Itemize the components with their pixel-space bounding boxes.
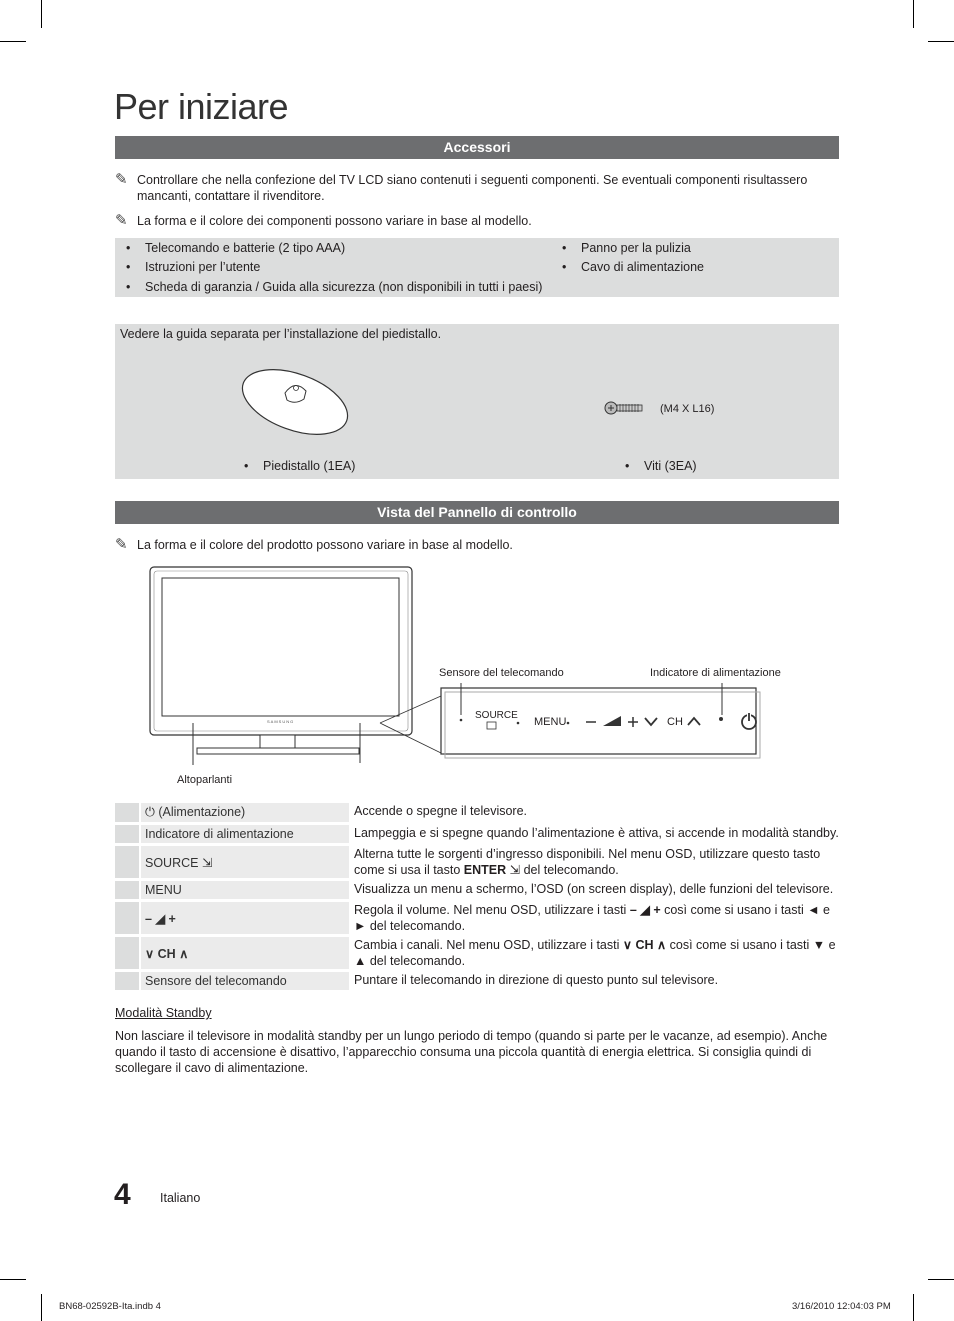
table-row — [115, 972, 839, 990]
accessory-item: • Cavo di alimentazione — [581, 260, 704, 274]
section-heading-panel: Vista del Pannello di controllo — [115, 501, 839, 524]
stand-intro: Vedere la guida separata per l’installazione del piedistallo. — [120, 327, 442, 341]
enter-icon: ⇲ — [509, 863, 521, 877]
section-heading-accessori: Accessori — [115, 136, 839, 159]
accessory-item: • Telecomando e batterie (2 tipo AAA) — [145, 241, 345, 255]
control-desc: Cambia i canali. Nel menu OSD, utilizzare i tasti ∨ CH ∧ così come si usano i tasti ▼ e ▲ del telecomando. — [354, 938, 836, 968]
callout-sensor: Sensore del telecomando — [439, 667, 564, 679]
note-text: La forma e il colore del prodotto possono variare in base al modello. — [137, 538, 513, 552]
source-input-icon: ⇲ — [201, 855, 213, 870]
control-desc: Lampeggia e si spegne quando l’alimentazione è attiva, si accende in modalità standby. — [354, 826, 839, 840]
table-row — [115, 881, 839, 899]
control-desc: Visualizza un menu a schermo, l’OSD (on screen display), delle funzioni del televisore. — [354, 882, 834, 896]
page-language: Italiano — [160, 1191, 201, 1205]
panel-source-button[interactable]: SOURCE — [475, 710, 518, 721]
controls-table — [115, 800, 839, 993]
stand-box — [115, 324, 839, 479]
stand-icon — [238, 365, 352, 435]
volume-icon: – ◢ + — [629, 903, 661, 917]
table-row — [115, 803, 839, 822]
note-pencil-icon: ✎ — [115, 536, 128, 553]
crop-mark — [928, 1279, 954, 1280]
control-label: CH — [157, 946, 176, 961]
note-contents — [115, 172, 817, 204]
control-label: MENU — [139, 881, 349, 899]
callout-speakers: Altoparlanti — [177, 774, 233, 786]
footer-date: 3/16/2010 12:04:03 PM — [792, 1301, 891, 1312]
page-title: Per iniziare — [114, 86, 289, 127]
crop-mark — [41, 1294, 42, 1321]
chevron-down-icon: ∨ — [145, 946, 155, 961]
panel-menu-button[interactable]: MENU — [534, 716, 567, 728]
footer-filename: BN68-02592B-Ita.indb 4 — [59, 1301, 161, 1312]
control-desc: Accende o spegne il televisore. — [354, 804, 528, 818]
standby-text: Non lasciare il televisore in modalità standby per un lungo periodo di tempo (quando si parte per le vacanze, ad esempio). Anche quando il tasto di accensione è disattivo, l’apparecchio consuma una piccola quantità di energia elettrica. Si consiglia quindi di scollegare il cavo di alimentazione. — [115, 1029, 828, 1075]
standby-heading: Modalità Standby — [115, 1006, 212, 1020]
crop-mark — [928, 41, 954, 42]
control-desc: Puntare il telecomando in direzione di questo punto sul televisore. — [354, 973, 719, 987]
note-pencil-icon: ✎ — [115, 171, 128, 188]
control-label: Indicatore di alimentazione — [139, 825, 349, 843]
power-icon: ⏻ — [145, 805, 155, 819]
screw-label: • Viti (3EA) — [644, 459, 697, 473]
control-desc: Alterna tutte le sorgenti d’ingresso disponibili. Nel menu OSD, utilizzare questo tasto come si usa il tasto ENTER ⇲ del telecomando. — [354, 847, 821, 877]
crop-mark — [41, 0, 42, 28]
volume-control-label: – ◢ + — [139, 902, 349, 934]
accessory-item: • Panno per la pulizia — [581, 241, 691, 255]
table-row — [115, 846, 839, 878]
accessory-item: • Scheda di garanzia / Guida alla sicurezza (non disponibili in tutti i paesi) — [145, 280, 542, 294]
screw-spec: (M4 X L16) — [660, 403, 715, 415]
table-row — [115, 825, 839, 843]
control-label: Sensore del telecomando — [139, 972, 349, 990]
table-row — [115, 937, 839, 969]
tv-control-panel-diagram — [145, 565, 785, 765]
stand-label: • Piedistallo (1EA) — [263, 459, 355, 473]
table-row — [115, 902, 839, 934]
screw-icon — [603, 398, 645, 418]
accessory-item: • Istruzioni per l’utente — [145, 260, 260, 274]
control-desc: Regola il volume. Nel menu OSD, utilizzare i tasti – ◢ + così come si usano i tasti ◄ e ► del telecomando. — [354, 903, 831, 933]
volume-icon: ◢ — [155, 911, 166, 926]
crop-mark — [0, 41, 26, 42]
control-label: (Alimentazione) — [158, 805, 246, 819]
callout-power-indicator: Indicatore di alimentazione — [650, 667, 781, 679]
crop-mark — [0, 1279, 26, 1280]
note-text: La forma e il colore dei componenti possono variare in base al modello. — [137, 214, 532, 228]
brand-logo: SAMSUNG — [267, 719, 295, 724]
crop-mark — [913, 1294, 914, 1321]
chevron-up-icon: ∧ — [179, 946, 189, 961]
note-shape — [115, 213, 817, 229]
control-label: SOURCE — [145, 855, 199, 870]
note-product-shape — [115, 537, 817, 553]
note-text: Controllare che nella confezione del TV LCD siano contenuti i seguenti componenti. Se eventuali componenti risultassero mancanti, contattare il rivenditore. — [137, 173, 808, 203]
page-number: 4 — [114, 1178, 131, 1211]
panel-ch-button[interactable]: CH — [667, 716, 683, 728]
crop-mark — [913, 0, 914, 28]
note-pencil-icon: ✎ — [115, 212, 128, 229]
